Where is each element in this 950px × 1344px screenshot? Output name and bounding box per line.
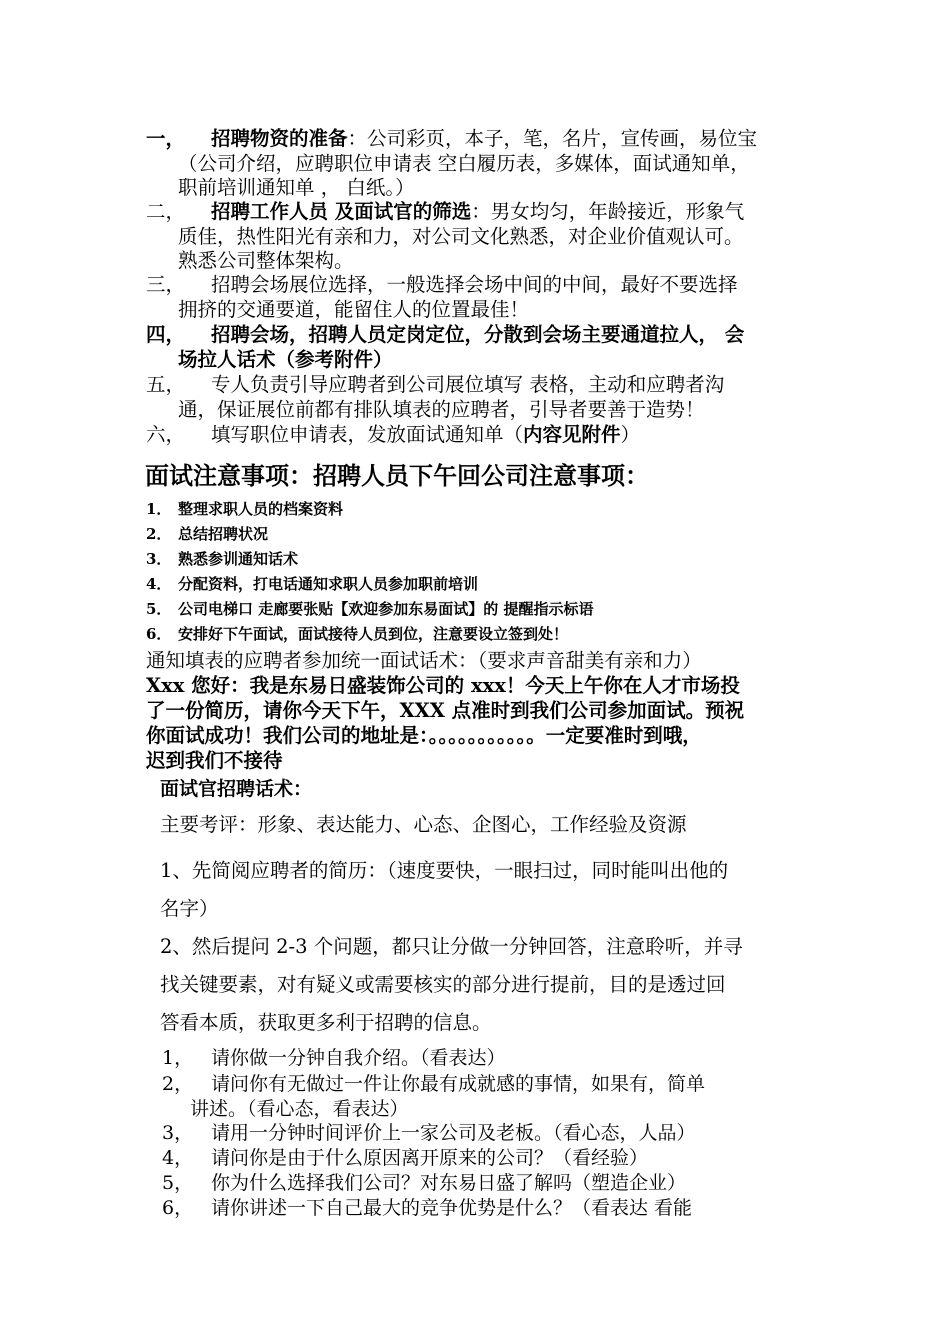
step-line: 找关键要素，对有疑义或需要核实的部分进行提前，目的是透过回	[160, 973, 726, 996]
item-line: 拥挤的交通要道，能留住人的位置最佳！	[178, 297, 530, 321]
question-item	[162, 1146, 648, 1171]
question-number: 4，	[162, 1147, 194, 1169]
notice-line: 你面试成功！我们公司的地址是：。。。。。。。。。。。一定要准时到哦，	[146, 724, 702, 747]
step-1	[160, 852, 800, 928]
step-line: 1、先简阅应聘者的简历：（速度要快，一眼扫过，同时能叫出他的	[160, 859, 729, 882]
item-line: 质佳，热性阳光有亲和力，对公司文化熟悉，对企业价值观认可。	[178, 224, 744, 248]
question-number: 3，	[162, 1122, 194, 1144]
notice-script	[146, 648, 816, 773]
question-number: 5，	[162, 1172, 194, 1194]
item-emphasis: 内容见附件	[523, 423, 621, 446]
question-number: 6，	[162, 1197, 194, 1219]
item-number: 四，	[146, 323, 186, 346]
item-title: 招聘工作人员 及面试官的筛选	[211, 200, 472, 223]
question-text: 请问你有无做过一件让你最有成就感的事情，如果有，简单	[211, 1073, 706, 1095]
step-line: 2、然后提问 2-3 个问题，都只让分做一分钟回答，注意聆听，并寻	[160, 935, 743, 958]
step-line: 答看本质，获取更多利于招聘的信息。	[160, 1011, 492, 1034]
question-item	[162, 1072, 705, 1121]
task-item: 4． 分配资料，打电话通知求职人员参加职前培训	[146, 575, 479, 593]
item-number: 三，	[146, 273, 186, 296]
task-item: 6． 安排好下午面试，面试接待人员到位，注意要设立签到处！	[146, 625, 569, 643]
question-text: 请问你是由于什么原因离开原来的公司？（看经验）	[211, 1147, 649, 1169]
item-line: 职前培训通知单 ， 白纸。）	[178, 176, 415, 199]
notice-line: 了一份简历，请你今天下午，XXX 点准时到我们公司参加面试。预祝	[146, 699, 745, 722]
prep-item-5	[146, 373, 811, 422]
notice-line: 通知填表的应聘者参加统一面试话术：（要求声音甜美有亲和力）	[146, 649, 702, 672]
task-item: 1． 整理求职人员的档案资料	[146, 500, 344, 518]
notice-line: Xxx 您好：我是东易日盛装饰公司的 xxx！今天上午你在人才市场投	[146, 674, 740, 697]
question-number: 1，	[162, 1047, 194, 1069]
item-text: 专人负责引导应聘者到公司展位填写 表格，主动和应聘者沟	[211, 373, 725, 396]
item-tail: ）	[620, 423, 641, 446]
item-line: 熟悉公司整体架构。	[178, 249, 354, 272]
item-title: 招聘会场，招聘人员定岗定位，分散到会场主要通道拉人， 会	[211, 323, 745, 346]
step-2	[160, 928, 800, 1042]
item-text: 招聘会场展位选择，一般选择会场中间的中间，最好不要选择	[211, 273, 738, 296]
section-heading: 面试注意事项：招聘人员下午回公司注意事项：	[145, 462, 649, 490]
prep-item-6	[146, 423, 811, 448]
item-text: 填写职位申请表，发放面试通知单（	[211, 423, 524, 446]
prep-item-4	[146, 323, 811, 372]
item-number: 二，	[146, 200, 186, 223]
task-item: 3． 熟悉参训通知话术	[146, 550, 299, 568]
prep-item-1	[146, 127, 811, 201]
question-text: 请你讲述一下自己最大的竞争优势是什么？（看表达 看能	[211, 1197, 693, 1219]
prep-item-3	[146, 273, 811, 322]
question-number: 2，	[162, 1073, 194, 1095]
item-line: 通，保证展位前都有排队填表的应聘者，引导者要善于造势！	[178, 397, 705, 421]
question-text: 请你做一分钟自我介绍。（看表达）	[211, 1047, 506, 1069]
item-text: ：男女均匀，年龄接近，形象气	[471, 200, 745, 223]
item-number: 六，	[146, 423, 186, 446]
question-item	[162, 1171, 686, 1196]
prep-item-2	[146, 200, 811, 274]
item-line: （公司介绍，应聘职位申请表 空白履历表，多媒体，面试通知单，	[178, 151, 750, 175]
interviewer-focus: 主要考评：形象、表达能力、心态、企图心，工作经验及资源	[160, 813, 687, 836]
item-text: ：公司彩页，本子，笔，名片，宣传画，易位宝	[347, 127, 758, 150]
item-line: 场拉人话术（参考附件）	[178, 347, 393, 371]
task-item: 2． 总结招聘状况	[146, 525, 269, 543]
item-number: 一，	[146, 127, 186, 150]
task-item: 5． 公司电梯口 走廊要张贴【欢迎参加东易面试】的 提醒指示标语	[146, 600, 594, 618]
step-line: 名字）	[160, 897, 219, 920]
question-item	[162, 1121, 696, 1146]
interviewer-title: 面试官招聘话术：	[160, 778, 313, 800]
item-title: 招聘物资的准备	[211, 127, 348, 150]
notice-line: 迟到我们不接待	[146, 749, 283, 772]
question-text: 你为什么选择我们公司？对东易日盛了解吗（塑造企业）	[211, 1172, 687, 1194]
item-number: 五，	[146, 373, 186, 396]
question-text: 讲述。（看心态，看表达）	[190, 1097, 409, 1120]
question-item	[162, 1046, 506, 1071]
question-item	[162, 1196, 692, 1221]
question-text: 请用一分钟时间评价上一家公司及老板。（看心态，人品）	[211, 1122, 696, 1144]
